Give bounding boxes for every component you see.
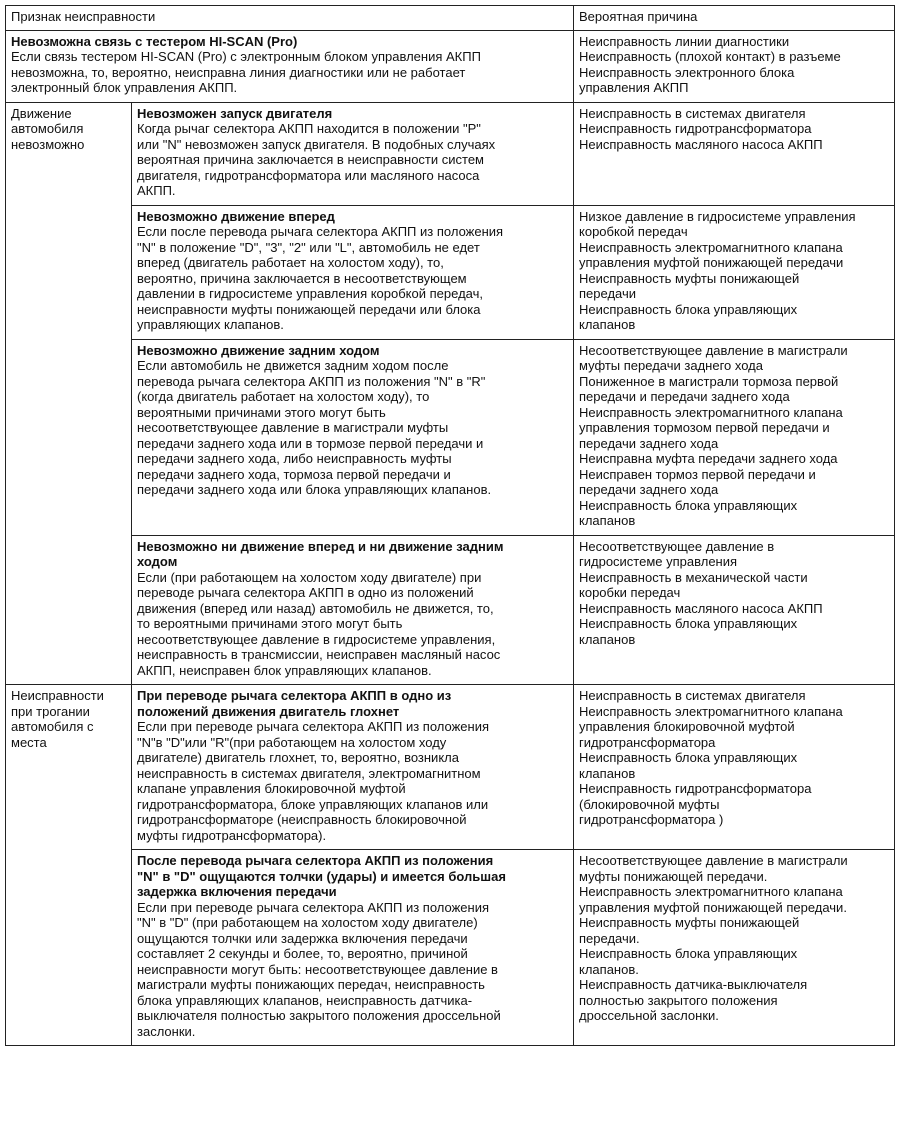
symptom-cell <box>132 102 574 205</box>
symptom-description: Если связь тестером HI-SCAN (Pro) с электронным блоком управления АКПП невозможна, то, вероятно, неисправна линия диагностики или не работает электронный блок управления АКПП. <box>11 49 481 95</box>
cause-cell: Несоответствующее давление в магистрали муфты понижающей передачи. Неисправность электромагнитного клапана управления муфтой понижающей передачи. Неисправность муфты понижающей передачи. Неисправность блока управляющих клапанов. Неисправность датчика-выключателя полностью закрытого положения дроссельной заслонки. <box>574 850 895 1046</box>
symptom-description: Если после перевода рычага селектора АКПП из положения "N" в положение "D", "3", "2" или "L", автомобиль не едет вперед (двигатель работает на холостом ходу), то, вероятно, причина заключается в несоответствующем давлении в гидросистеме управления коробкой передач, неисправности муфты понижающей передачи или блока управляющих клапанов. <box>137 224 504 332</box>
symptom-description: Когда рычаг селектора АКПП находится в положении "P" или "N" невозможен запуск двигателя. В подобных случаях вероятная причина заключается в неисправности систем двигателя, гидротрансформатора или масляного насоса АКПП. <box>137 121 496 198</box>
symptom-cell <box>6 30 574 102</box>
table-row <box>6 339 895 535</box>
symptom-title: После перевода рычага селектора АКПП из положения "N" в "D" ощущаются толчки (удары) и имеется большая задержка включения передачи <box>137 853 506 899</box>
cause-cell: Низкое давление в гидросистеме управления коробкой передач Неисправность электромагнитного клапана управления муфтой понижающей передачи Неисправность муфты понижающей передачи Неисправность блока управляющих клапанов <box>574 205 895 339</box>
symptom-title: При переводе рычага селектора АКПП в одно из положений движения двигатель глохнет <box>137 688 452 719</box>
symptom-description: Если автомобиль не движется задним ходом после перевода рычага селектора АКПП из положения "N" в "R" (когда двигатель работает на холостом ходу), то вероятными причинами этого могут быть несоответствующее давление в магистрали муфты передачи заднего хода или в тормозе первой передачи и передачи заднего хода, либо неисправность муфты передачи заднего хода, тормоза первой передачи и передачи заднего хода или блока управляющих клапанов. <box>137 358 492 497</box>
table-row <box>6 685 895 850</box>
symptom-title: Невозможно движение задним ходом <box>137 342 380 358</box>
cause-cell: Неисправность в системах двигателя Неисправность гидротрансформатора Неисправность масляного насоса АКПП <box>574 102 895 205</box>
cause-cell: Неисправность линии диагностики Неисправность (плохой контакт) в разъеме Неисправность электронного блока управления АКПП <box>574 30 895 102</box>
table-row <box>6 30 895 102</box>
symptom-cell <box>132 205 574 339</box>
symptom-title: Невозможна связь с тестером HI-SCAN (Pro) <box>11 33 298 49</box>
cause-cell: Несоответствующее давление в гидросистеме управления Неисправность в механической части коробки передач Неисправность масляного насоса АКПП Неисправность блока управляющих клапанов <box>574 535 895 685</box>
cause-column-header: Вероятная причина <box>574 6 895 31</box>
diagnostics-table <box>5 5 895 1046</box>
group-label-motion: Движение автомобиля невозможно <box>6 102 132 685</box>
symptom-title: Невозможно ни движение вперед и ни движение задним ходом <box>137 538 504 569</box>
symptom-column-header: Признак неисправности <box>6 6 574 31</box>
symptom-description: Если (при работающем на холостом ходу двигателе) при переводе рычага селектора АКПП в одно из положений движения (вперед или назад) автомобиль не движется, то, то вероятными причинами этого могут быть несоответствующее давление в гидросистеме управления, неисправность в трансмиссии, неисправен масляный насос АКПП, неисправен блок управляющих клапанов. <box>137 569 501 678</box>
table-header-row <box>6 6 895 31</box>
cause-cell: Неисправность в системах двигателя Неисправность электромагнитного клапана управления блокировочной муфтой гидротрансформатора Неисправность блока управляющих клапанов Неисправность гидротрансформатора (блокировочной муфты гидротрансформатора ) <box>574 685 895 850</box>
cause-cell: Несоответствующее давление в магистрали муфты передачи заднего хода Пониженное в магистрали тормоза первой передачи и передачи заднего хода Неисправность электромагнитного клапана управления тормозом первой передачи и передачи заднего хода Неисправна муфта передачи заднего хода Неисправен тормоз первой передачи и передачи заднего хода Неисправность блока управляющих клапанов <box>574 339 895 535</box>
symptom-description: Если при переводе рычага селектора АКПП из положения "N"в "D"или "R"(при работающем на холостом ходу двигателе) двигатель глохнет, то, вероятно, возникла неисправность в системах двигателя, электромагнитном клапане управления блокировочной муфтой гидротрансформатора, блоке управляющих клапанов или гидротрансформаторе (неисправность блокировочной муфты гидротрансформатора). <box>137 719 490 843</box>
symptom-cell <box>132 535 574 685</box>
symptom-cell <box>132 850 574 1046</box>
group-label-start: Неисправности при трогании автомобиля с места <box>6 685 132 1046</box>
symptom-title: Невозможно движение вперед <box>137 208 335 224</box>
symptom-cell <box>132 339 574 535</box>
table-row <box>6 850 895 1046</box>
symptom-title: Невозможен запуск двигателя <box>137 105 333 121</box>
table-row <box>6 102 895 205</box>
symptom-description: Если при переводе рычага селектора АКПП из положения "N" в "D" (при работающем на холостом ходу двигателе) ощущаются толчки или задержка включения передачи составляет 2 секунды и более, то, вероятно, причиной неисправности могут быть: несоответствующее давление в магистрали муфты понижающих передач, неисправность блока управляющих клапанов, неисправность датчика- выключателя полностью закрытого положения дроссельной заслонки. <box>137 899 501 1039</box>
table-row <box>6 205 895 339</box>
symptom-cell <box>132 685 574 850</box>
table-row <box>6 535 895 685</box>
